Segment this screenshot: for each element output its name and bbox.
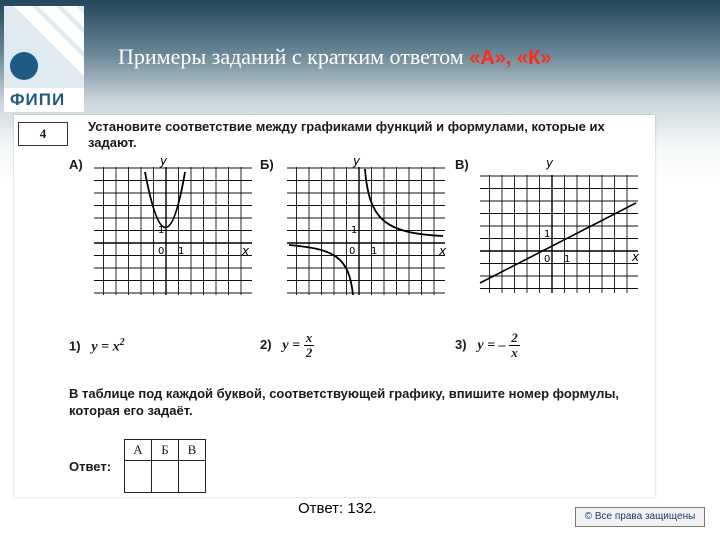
formula-2-denominator: 2 [305, 345, 313, 360]
graph-a-unit-x: 1 [178, 246, 185, 257]
formula-2 [260, 331, 314, 360]
graph-a-origin: 0 [158, 246, 165, 257]
graph-b [287, 154, 447, 297]
formula-2-label: 2) [260, 336, 272, 352]
answer-table [124, 439, 206, 493]
formula-3 [455, 331, 520, 360]
formula-3-numerator: 2 [511, 330, 518, 345]
graph-b-y-label: y [353, 154, 361, 168]
formula-1-lhs: y = x [91, 339, 120, 355]
logo-text: ФИПИ [10, 90, 66, 109]
formula-1-exponent: 2 [119, 337, 125, 348]
answer-cell-b[interactable] [152, 461, 179, 493]
graph-a-x-label: x [242, 244, 250, 258]
graph-c [480, 156, 640, 295]
graph-c-unit-y: 1 [544, 229, 551, 240]
task-sheet [14, 115, 655, 497]
graph-a-unit-y: 1 [158, 225, 165, 236]
slide-title [118, 44, 718, 70]
graph-c-unit-x: 1 [564, 254, 571, 265]
answer-label: Ответ: [69, 459, 112, 474]
copyright-badge: © Все права защищены [575, 507, 705, 527]
answer-cell-a[interactable] [125, 461, 152, 493]
graph-a-label: А) [69, 157, 83, 172]
slide-title-main: Примеры заданий с кратким ответом [118, 44, 470, 69]
formula-2-fraction [304, 331, 315, 360]
task-statement: Установите соответствие между графиками функций и формулами, которые их задают. [88, 119, 605, 150]
formula-1-label: 1) [69, 338, 81, 354]
formula-2-lhs: y = [282, 337, 301, 353]
graph-b-x-label: x [439, 244, 447, 258]
formula-2-numerator: x [305, 330, 313, 345]
formula-1 [69, 337, 125, 355]
instruction-text: В таблице под каждой буквой, соответствующей графику, впишите номер формулы, которая его задаёт. [69, 386, 620, 418]
answer-header-b: Б [152, 440, 179, 461]
graph-a [94, 154, 254, 297]
formula-3-fraction [509, 331, 520, 360]
task-number: 4 [18, 122, 68, 146]
answer-header-a: А [125, 440, 152, 461]
answer-cell-c[interactable] [179, 461, 206, 493]
graph-b-label: Б) [260, 157, 274, 172]
graph-b-unit-x: 1 [371, 246, 378, 257]
graph-c-origin: 0 [544, 254, 551, 265]
formula-3-denominator: x [511, 345, 518, 360]
graph-c-label: В) [455, 157, 469, 172]
slide-title-accent: «А», «К» [469, 47, 552, 69]
formula-3-label: 3) [455, 336, 467, 352]
formula-3-lhs: y = – [477, 337, 506, 353]
graph-b-origin: 0 [349, 246, 356, 257]
graph-a-y-label: y [160, 154, 168, 168]
graph-b-unit-y: 1 [351, 225, 358, 236]
graph-c-y-label: y [546, 156, 554, 170]
fipi-logo [4, 6, 84, 112]
answer-result: Ответ: 132. [298, 500, 377, 517]
answer-header-c: В [179, 440, 206, 461]
graph-c-x-label: x [632, 250, 640, 264]
